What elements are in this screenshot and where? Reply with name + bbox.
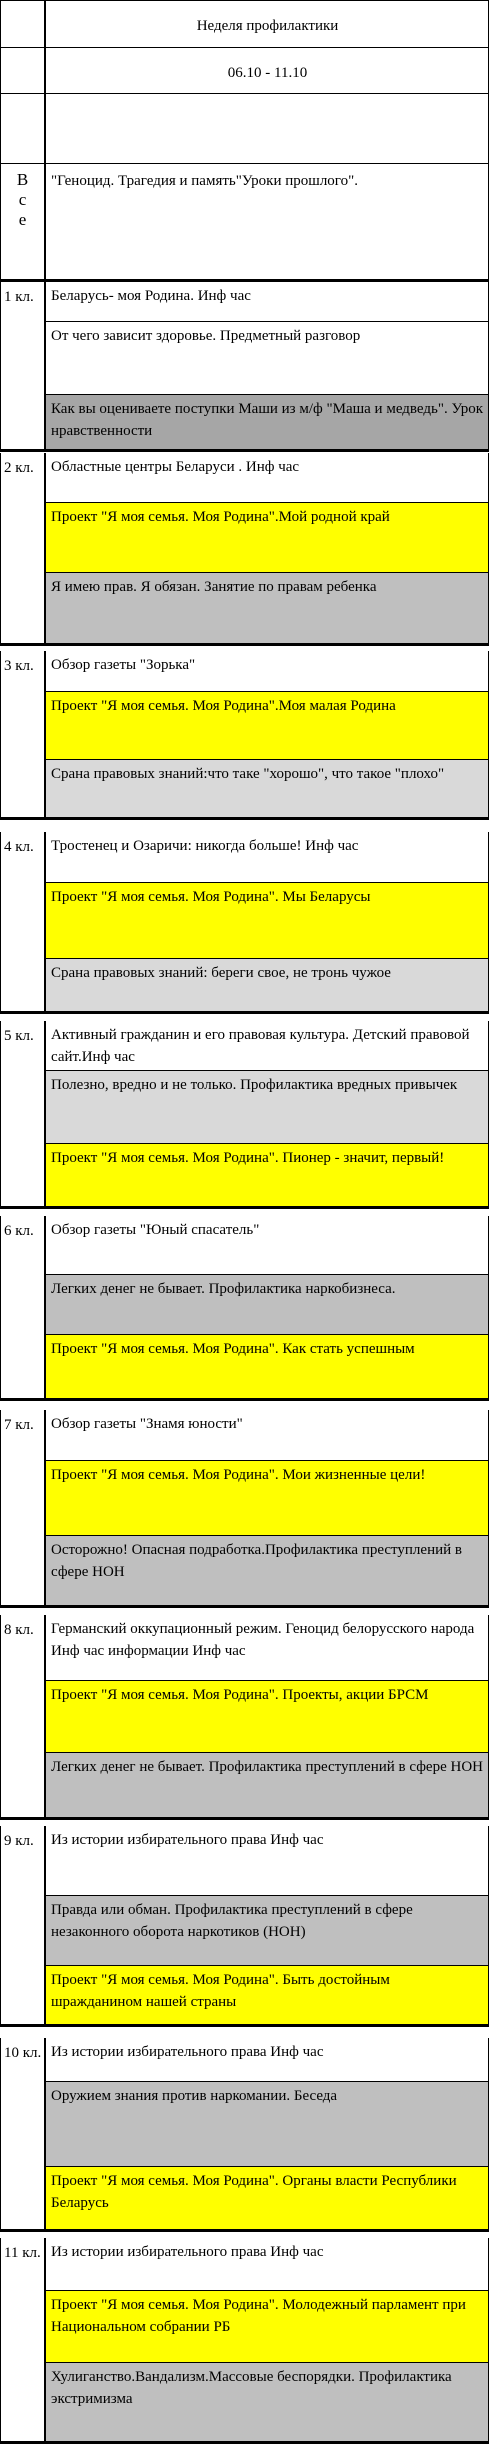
topic-cell: Областные центры Беларуси . Инф час [46, 453, 489, 503]
dates-blank-cell [0, 48, 46, 94]
header-title-row [0, 0, 489, 48]
header-blank-cell [0, 1, 46, 48]
topic-cell: Проект "Я моя семья. Моя Родина". Молодежный парламент при Национальном собрании РБ [46, 2291, 489, 2363]
all-label-letter: В [16, 170, 29, 189]
topic-cell: Осторожно! Опасная подработка.Профилактика преступлений в сфере НОН [46, 1536, 489, 1608]
spacer-cell [46, 94, 489, 164]
page-title: Неделя профилактики [46, 1, 489, 48]
grade-label: 5 кл. [0, 1021, 46, 1209]
grade-block [0, 1216, 489, 1401]
grade-block [0, 832, 489, 1014]
all-grades-row [0, 164, 489, 282]
header-dates-row [0, 48, 489, 94]
topic-cell: Как вы оцениваете поступки Маши из м/ф "Маша и медведь". Урок нравственности [46, 395, 489, 452]
all-grades-label [0, 164, 46, 282]
grade-block [0, 453, 489, 646]
grade-label: 8 кл. [0, 1615, 46, 1820]
grade-label: 6 кл. [0, 1216, 46, 1401]
grade-label: 1 кл. [0, 282, 46, 452]
all-label-letter: с [18, 190, 27, 209]
topic-cell: Проект "Я моя семья. Моя Родина".Мой родной край [46, 503, 489, 573]
topic-cell: Из истории избирательного права Инф час [46, 2038, 489, 2082]
topic-cell: Проект "Я моя семья. Моя Родина". Органы власти Республики Беларусь [46, 2167, 489, 2232]
grade-label: 4 кл. [0, 832, 46, 1014]
grade-block [0, 1410, 489, 1608]
topic-cell: Проект "Я моя семья. Моя Родина". Пионер - значит, первый! [46, 1144, 489, 1209]
topic-cell: Легких денег не бывает. Профилактика преступлений в сфере НОН [46, 1753, 489, 1820]
grade-block [0, 651, 489, 820]
grade-label: 9 кл. [0, 1826, 46, 2027]
grade-block [0, 2238, 489, 2444]
grade-block [0, 2038, 489, 2232]
topic-cell: Оружием знания против наркомании. Беседа [46, 2082, 489, 2167]
all-grades-topic: "Геноцид. Трагедия и память"Уроки прошлого". [46, 164, 489, 282]
topic-cell: Проект "Я моя семья. Моя Родина". Мои жизненные цели! [46, 1461, 489, 1536]
spacer-cell [0, 94, 46, 164]
topic-cell: Проект "Я моя семья. Моя Родина". Проекты, акции БРСМ [46, 1681, 489, 1753]
topic-cell: Проект "Я моя семья. Моя Родина". Как стать успешным [46, 1335, 489, 1401]
topic-cell: Правда или обман. Профилактика преступлений в сфере незаконного оборота наркотиков (НОН) [46, 1896, 489, 1966]
grade-label: 11 кл. [0, 2238, 46, 2444]
grade-label: 3 кл. [0, 651, 46, 820]
topic-cell: Полезно, вредно и не только. Профилактика вредных привычек [46, 1071, 489, 1144]
topic-cell: Срана правовых знаний: береги свое, не тронь чужое [46, 959, 489, 1014]
topic-cell: Обзор газеты "Знамя юности" [46, 1410, 489, 1461]
topic-cell: От чего зависит здоровье. Предметный разговор [46, 322, 489, 395]
grade-block [0, 1826, 489, 2027]
topic-cell: Хулиганство.Вандализм.Массовые беспорядки. Профилактика экстримизма [46, 2363, 489, 2444]
topic-cell: Проект "Я моя семья. Моя Родина". Мы Беларусы [46, 883, 489, 959]
topic-cell: Активный гражданин и его правовая культура. Детский правовой сайт.Инф час [46, 1021, 489, 1071]
grade-block [0, 282, 489, 452]
week-dates: 06.10 - 11.10 [46, 48, 489, 94]
topic-cell: Германский оккупационный режим. Геноцид белорусского народа Инф час информации Инф час [46, 1615, 489, 1681]
topic-cell: Проект "Я моя семья. Моя Родина".Моя малая Родина [46, 692, 489, 760]
all-label-letter: е [18, 210, 27, 229]
topic-cell: Обзор газеты "Зорька" [46, 651, 489, 692]
topic-cell: Я имею прав. Я обязан. Занятие по правам ребенка [46, 573, 489, 646]
topic-cell: Тростенец и Озаричи: никогда больше! Инф час [46, 832, 489, 883]
topic-cell: Обзор газеты "Юный спасатель" [46, 1216, 489, 1275]
grade-block [0, 1021, 489, 1209]
topic-cell: Из истории избирательного права Инф час [46, 1826, 489, 1896]
grade-label: 10 кл. [0, 2038, 46, 2232]
grade-label: 7 кл. [0, 1410, 46, 1608]
topic-cell: Из истории избирательного права Инф час [46, 2238, 489, 2291]
topic-cell: Беларусь- моя Родина. Инф час [46, 282, 489, 322]
topic-cell: Срана правовых знаний:что таке "хорошо", что такое "плохо" [46, 760, 489, 820]
topic-cell: Легких денег не бывает. Профилактика наркобизнеса. [46, 1275, 489, 1335]
topic-cell: Проект "Я моя семья. Моя Родина". Быть достойным шражданином нашей страны [46, 1966, 489, 2027]
grade-label: 2 кл. [0, 453, 46, 646]
spacer-row [0, 94, 489, 164]
grade-block [0, 1615, 489, 1820]
